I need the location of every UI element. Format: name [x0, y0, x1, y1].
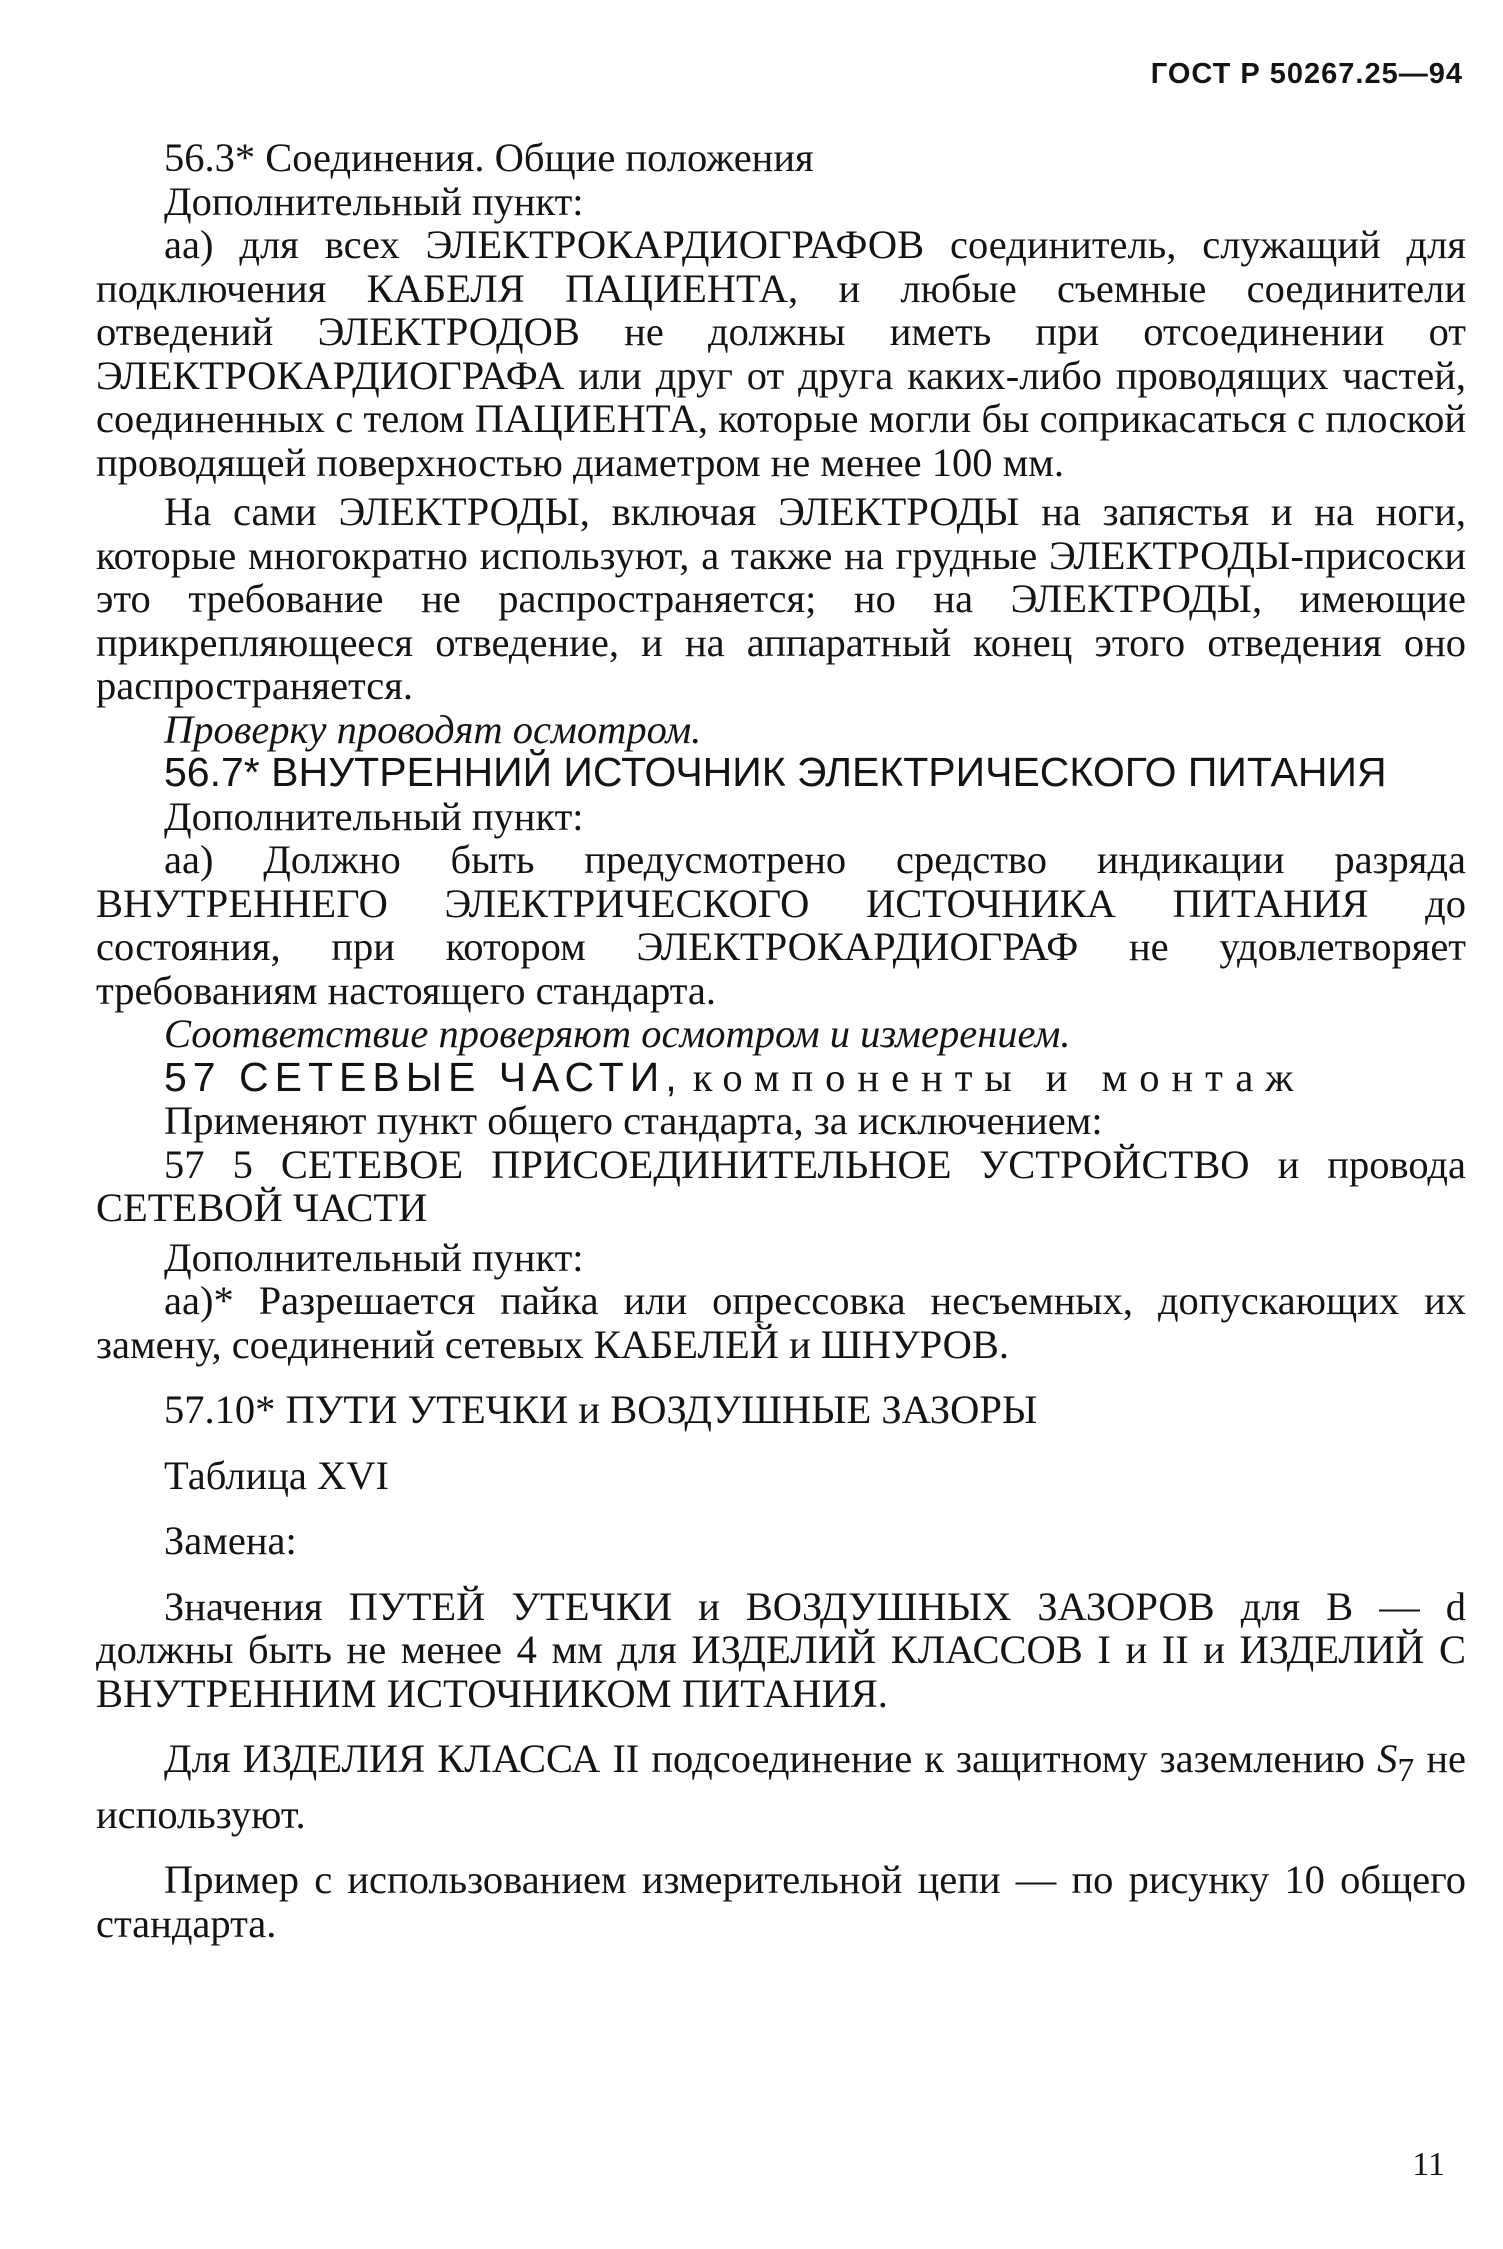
section-56-3-title: 56.3* Соединения. Общие положения: [164, 135, 814, 180]
section-56-3-check: Проверку проводят осмотром.: [164, 706, 702, 752]
page-number: 11: [1412, 2146, 1445, 2183]
replacement-label: Замена:: [164, 1518, 297, 1563]
class2-text-before: Для ИЗДЕЛИЯ КЛАССА II подсоединение к защитному заземлению: [164, 1736, 1366, 1781]
section-57-5-aa: аа)* Разрешается пайка или опрессовка несъемных, допускающих их замену, соединений сетевых КАБЕЛЕЙ и ШНУРОВ.: [96, 1278, 1466, 1367]
section-56-7-title: 56.7* ВНУТРЕННИЙ ИСТОЧНИК ЭЛЕКТРИЧЕСКОГО ПИТАНИЯ: [164, 749, 1387, 795]
section-57-5-title: 57 5 СЕТЕВОЕ ПРИСОЕДИНИТЕЛЬНОЕ УСТРОЙСТВО и провода СЕТЕВОЙ ЧАСТИ: [96, 1141, 1466, 1230]
section-57-10-values: Значения ПУТЕЙ УТЕЧКИ и ВОЗДУШНЫХ ЗАЗОРОВ для B — d должны быть не менее 4 мм для ИЗДЕЛИЙ КЛАССОВ I и II и ИЗДЕЛИЙ С ВНУТРЕННИМ ИСТОЧНИКОМ ПИТАНИЯ.: [96, 1583, 1466, 1716]
section-56-7-additional: Дополнительный пункт:: [164, 793, 584, 839]
section-57-title-caps: 57 СЕТЕВЫЕ ЧАСТИ,: [164, 1053, 683, 1100]
section-56-3-additional: Дополнительный пункт:: [164, 178, 584, 224]
section-57-5-additional: Дополнительный пункт:: [164, 1234, 584, 1280]
standard-header: ГОСТ Р 50267.25—94: [1150, 58, 1463, 90]
section-56-3-electrodes: На сами ЭЛЕКТРОДЫ, включая ЭЛЕКТРОДЫ на запястья и на ноги, которые многократно используют, а также на грудные ЭЛЕКТРОДЫ-присоски это требование не распространяется; но на ЭЛЕКТРОДЫ, имеющие прикрепляющееся отведение, и на аппаратный конец этого отведения оно распространяется.: [96, 489, 1466, 708]
section-56-3-aa: аа) для всех ЭЛЕКТРОКАРДИОГРАФОВ соединитель, служащий для подключения КАБЕЛЯ ПАЦИЕНТА, и любые съемные соединители отведений ЭЛЕКТРОДОВ не должны иметь при отсоединении от ЭЛЕКТРОКАРДИОГРАФА или друг от друга каких-либо проводящих частей, соединенных с телом ПАЦИЕНТА, которые могли бы соприкасаться с плоской проводящей поверхностью диаметром не менее 100 мм.: [96, 222, 1466, 485]
section-57-10-title: 57.10* ПУТИ УТЕЧКИ и ВОЗДУШНЫЕ ЗАЗОРЫ: [164, 1387, 1038, 1432]
document-body: [96, 136, 1466, 1945]
table-reference: Таблица XVI: [164, 1452, 389, 1498]
section-57-title-rest: компоненты и монтаж: [692, 1054, 1306, 1100]
section-56-7-check: Соответствие проверяют осмотром и измерением.: [164, 1011, 1071, 1056]
section-57-10-class2: [96, 1737, 1466, 1836]
ground-symbol: S: [1377, 1736, 1398, 1781]
section-57-apply: Применяют пункт общего стандарта, за исключением:: [164, 1098, 1103, 1143]
section-57-title: [96, 1053, 1466, 1100]
section-56-7-aa: аа) Должно быть предусмотрено средство индикации разряда ВНУТРЕННЕГО ЭЛЕКТРИЧЕСКОГО ИСТОЧНИКА ПИТАНИЯ до состояния, при котором ЭЛЕКТРОКАРДИОГРАФ не удовлетворяет требованиям настоящего стандарта.: [96, 837, 1466, 1013]
section-57-10-example: Пример с использованием измерительной цепи — по рисунку 10 общего стандарта.: [96, 1857, 1466, 1946]
class2-text-after: не используют.: [96, 1736, 1467, 1837]
ground-symbol-subscript: 7: [1397, 1752, 1415, 1790]
